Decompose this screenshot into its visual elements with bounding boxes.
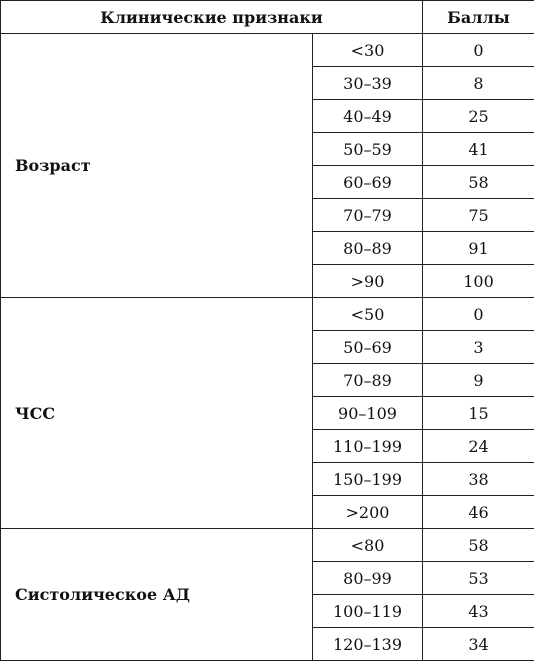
range-cell: <50	[313, 298, 423, 331]
score-cell: 100	[423, 265, 534, 298]
range-cell: 70–89	[313, 364, 423, 397]
range-cell: 50–59	[313, 133, 423, 166]
score-cell: 0	[423, 34, 534, 67]
range-cell: 60–69	[313, 166, 423, 199]
score-cell: 0	[423, 298, 534, 331]
range-cell: 110–199	[313, 430, 423, 463]
header-points: Баллы	[423, 1, 534, 34]
table-row	[1, 298, 534, 331]
header-signs: Клинические признаки	[1, 1, 423, 34]
score-cell: 58	[423, 166, 534, 199]
score-cell: 41	[423, 133, 534, 166]
score-cell: 34	[423, 628, 534, 661]
range-cell: 70–79	[313, 199, 423, 232]
score-cell: 38	[423, 463, 534, 496]
score-cell: 53	[423, 562, 534, 595]
range-cell: <80	[313, 529, 423, 562]
range-cell: 150–199	[313, 463, 423, 496]
score-cell: 43	[423, 595, 534, 628]
table-row	[1, 34, 534, 67]
range-cell: 80–99	[313, 562, 423, 595]
table-row	[1, 529, 534, 562]
score-cell: 8	[423, 67, 534, 100]
range-cell: 100–119	[313, 595, 423, 628]
table-body	[1, 34, 534, 661]
range-cell: 30–39	[313, 67, 423, 100]
range-cell: 40–49	[313, 100, 423, 133]
header-row	[1, 1, 534, 34]
score-cell: 15	[423, 397, 534, 430]
range-cell: 120–139	[313, 628, 423, 661]
range-cell: >90	[313, 265, 423, 298]
score-cell: 46	[423, 496, 534, 529]
range-cell: <30	[313, 34, 423, 67]
score-cell: 58	[423, 529, 534, 562]
range-cell: 90–109	[313, 397, 423, 430]
score-cell: 25	[423, 100, 534, 133]
group-label: Систолическое АД	[1, 529, 313, 661]
group-label: ЧСС	[1, 298, 313, 529]
range-cell: >200	[313, 496, 423, 529]
score-cell: 3	[423, 331, 534, 364]
score-cell: 24	[423, 430, 534, 463]
score-cell: 75	[423, 199, 534, 232]
score-cell: 91	[423, 232, 534, 265]
group-label: Возраст	[1, 34, 313, 298]
range-cell: 50–69	[313, 331, 423, 364]
score-cell: 9	[423, 364, 534, 397]
range-cell: 80–89	[313, 232, 423, 265]
